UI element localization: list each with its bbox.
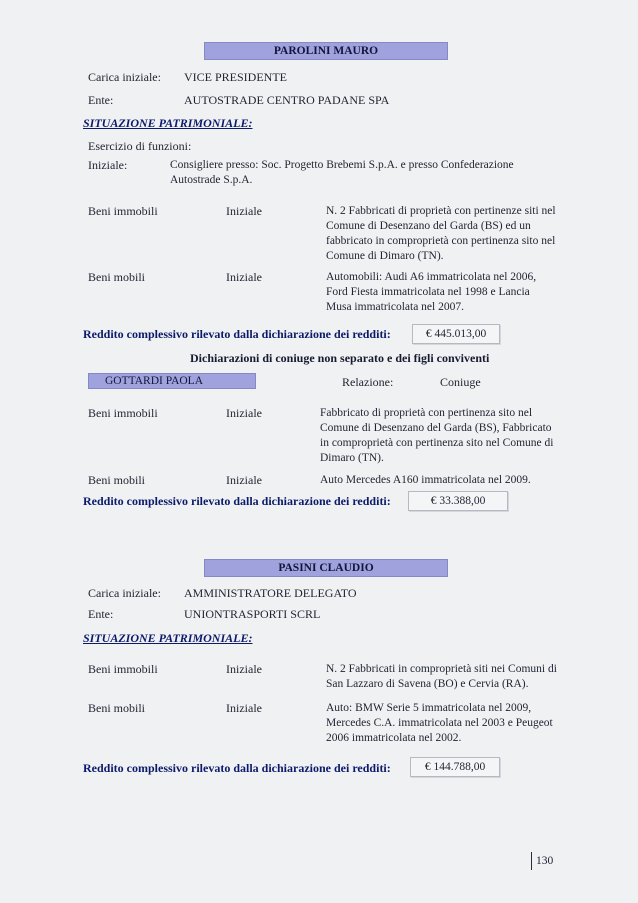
coniuge-beni-mobili-stato: Iniziale: [226, 473, 262, 487]
coniuge-heading: Dichiarazioni di coniuge non separato e dei figli conviventi: [190, 351, 490, 365]
reddito-value: € 144.788,00: [410, 757, 500, 777]
beni-immobili-label: Beni immobili: [88, 662, 158, 676]
ente-label: Ente:: [88, 93, 114, 107]
carica-label: Carica iniziale:: [88, 70, 161, 84]
coniuge-reddito-value: € 33.388,00: [408, 491, 508, 511]
beni-mobili-text: Auto: BMW Serie 5 immatricolata nel 2009, Mercedes C.A. immatricolata nel 2003 e Peugeot 2006 immatricolata nel 2002.: [326, 702, 553, 744]
beni-mobili-label: Beni mobili: [88, 270, 145, 284]
beni-immobili-label: Beni immobili: [88, 204, 158, 218]
reddito-label: Reddito complessivo rilevato dalla dichiarazione dei redditi:: [83, 327, 391, 341]
person-name-header: PAROLINI MAURO: [204, 42, 448, 60]
iniziale-text: Consigliere presso: Soc. Progetto Brebemi S.p.A. e presso Confederazione Autostrade S.p.A.: [170, 159, 514, 186]
beni-mobili-text: Automobili: Audi A6 immatricolata nel 2006, Ford Fiesta immatricolata nel 1998 e Lancia Musa immatricolata nel 2007.: [326, 271, 537, 313]
page-number-rule: [531, 852, 532, 870]
beni-mobili-stato: Iniziale: [226, 270, 262, 284]
beni-immobili-text: N. 2 Fabbricati di proprietà con pertinenze siti nel Comune di Desenzano del Garda (BS) ed un fabbricato in comproprietà con pertinenza sito nel Comune di Dimaro (TN).: [326, 205, 556, 262]
relazione-label: Relazione:: [342, 375, 394, 389]
beni-immobili-text: N. 2 Fabbricati in comproprietà siti nei Comuni di San Lazzaro di Savena (BO) e Cervia (RA).: [326, 663, 557, 690]
reddito-value: € 445.013,00: [412, 324, 500, 344]
situazione-patrimoniale-heading: SITUAZIONE PATRIMONIALE:: [83, 631, 253, 645]
beni-immobili-stato: Iniziale: [226, 662, 262, 676]
coniuge-name-bar: GOTTARDI PAOLA: [88, 373, 256, 389]
ente-value: AUTOSTRADE CENTRO PADANE SPA: [184, 93, 390, 107]
esercizio-label: Esercizio di funzioni:: [88, 139, 192, 153]
beni-mobili-label: Beni mobili: [88, 701, 145, 715]
coniuge-beni-immobili-stato: Iniziale: [226, 406, 262, 420]
coniuge-beni-immobili-text: Fabbricato di proprietà con pertinenza sito nel Comune di Desenzano del Garda (BS), Fabbricato in comproprietà con pertinenza sito nel Comune di Dimaro (TN).: [320, 407, 554, 464]
carica-value: VICE PRESIDENTE: [184, 70, 287, 84]
coniuge-beni-mobili-text: Auto Mercedes A160 immatricolata nel 2009.: [320, 474, 531, 486]
coniuge-beni-mobili-label: Beni mobili: [88, 473, 145, 487]
beni-mobili-stato: Iniziale: [226, 701, 262, 715]
person-name-header: PASINI CLAUDIO: [204, 559, 448, 577]
coniuge-beni-immobili-label: Beni immobili: [88, 406, 158, 420]
beni-immobili-stato: Iniziale: [226, 204, 262, 218]
iniziale-label: Iniziale:: [88, 158, 128, 172]
ente-value: UNIONTRASPORTI SCRL: [184, 607, 321, 621]
ente-label: Ente:: [88, 607, 114, 621]
relazione-value: Coniuge: [440, 375, 481, 389]
carica-label: Carica iniziale:: [88, 586, 161, 600]
carica-value: AMMINISTRATORE DELEGATO: [184, 586, 357, 600]
reddito-label: Reddito complessivo rilevato dalla dichiarazione dei redditi:: [83, 761, 391, 775]
situazione-patrimoniale-heading: SITUAZIONE PATRIMONIALE:: [83, 116, 253, 130]
coniuge-reddito-label: Reddito complessivo rilevato dalla dichiarazione dei redditi:: [83, 494, 391, 508]
page-number: 130: [536, 855, 554, 867]
